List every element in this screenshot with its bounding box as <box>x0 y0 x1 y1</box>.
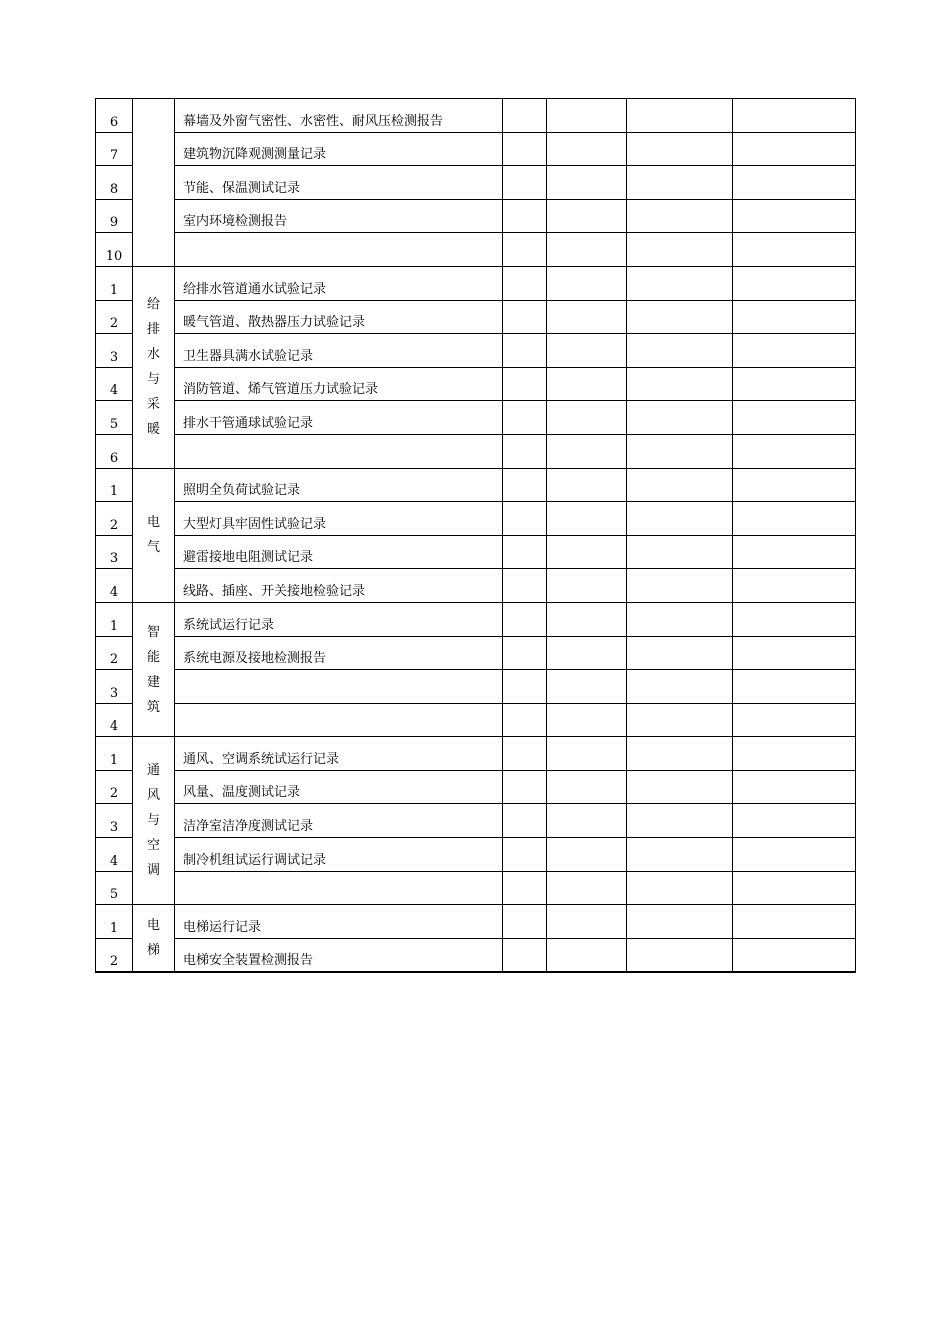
table-row <box>96 300 856 334</box>
row-number: 2 <box>96 502 133 536</box>
blank-cell <box>547 670 627 704</box>
blank-cell <box>733 199 856 233</box>
table-row <box>96 401 856 435</box>
record-item-name: 给排水管道通水试验记录 <box>175 266 503 300</box>
row-number: 6 <box>96 434 133 468</box>
row-number: 4 <box>96 367 133 401</box>
record-item-name <box>175 670 503 704</box>
blank-cell <box>627 871 733 905</box>
blank-cell <box>547 569 627 603</box>
blank-cell <box>547 770 627 804</box>
blank-cell <box>733 334 856 368</box>
record-item-name: 大型灯具牢固性试验记录 <box>175 502 503 536</box>
blank-cell <box>547 367 627 401</box>
table-row <box>96 838 856 872</box>
blank-cell <box>733 300 856 334</box>
blank-cell <box>733 871 856 905</box>
blank-cell <box>627 636 733 670</box>
record-item-name: 幕墙及外窗气密性、水密性、耐风压检测报告 <box>175 99 503 133</box>
blank-cell <box>733 468 856 502</box>
table-row <box>96 535 856 569</box>
category-label: 电梯 <box>146 918 160 959</box>
blank-cell <box>627 838 733 872</box>
category-label: 电气 <box>146 515 160 556</box>
category-cell <box>133 905 175 973</box>
blank-cell <box>627 670 733 704</box>
record-item-name: 建筑物沉降观测测量记录 <box>175 132 503 166</box>
blank-cell <box>503 838 547 872</box>
blank-cell <box>627 535 733 569</box>
row-number: 4 <box>96 569 133 603</box>
record-item-name: 室内环境检测报告 <box>175 199 503 233</box>
blank-cell <box>503 99 547 133</box>
row-number: 1 <box>96 266 133 300</box>
table-row <box>96 905 856 939</box>
blank-cell <box>547 737 627 771</box>
blank-cell <box>627 804 733 838</box>
table-row <box>96 737 856 771</box>
blank-cell <box>547 502 627 536</box>
blank-cell <box>627 266 733 300</box>
row-number: 8 <box>96 166 133 200</box>
blank-cell <box>733 703 856 737</box>
row-number: 1 <box>96 737 133 771</box>
blank-cell <box>547 938 627 972</box>
blank-cell <box>547 266 627 300</box>
table-row <box>96 132 856 166</box>
blank-cell <box>733 434 856 468</box>
table-row <box>96 502 856 536</box>
record-item-name: 消防管道、烯气管道压力试验记录 <box>175 367 503 401</box>
row-number: 2 <box>96 300 133 334</box>
record-item-name: 节能、保温测试记录 <box>175 166 503 200</box>
blank-cell <box>503 502 547 536</box>
row-number: 5 <box>96 871 133 905</box>
blank-cell <box>627 199 733 233</box>
blank-cell <box>547 703 627 737</box>
blank-cell <box>547 602 627 636</box>
blank-cell <box>627 770 733 804</box>
blank-cell <box>503 535 547 569</box>
blank-cell <box>503 636 547 670</box>
blank-cell <box>627 132 733 166</box>
record-item-name: 避雷接地电阻测试记录 <box>175 535 503 569</box>
table-row <box>96 804 856 838</box>
blank-cell <box>547 535 627 569</box>
blank-cell <box>733 502 856 536</box>
record-item-name <box>175 434 503 468</box>
blank-cell <box>733 233 856 267</box>
blank-cell <box>547 199 627 233</box>
blank-cell <box>547 636 627 670</box>
record-item-name: 电梯运行记录 <box>175 905 503 939</box>
record-item-name <box>175 233 503 267</box>
record-item-name: 系统试运行记录 <box>175 602 503 636</box>
table-row <box>96 636 856 670</box>
blank-cell <box>733 938 856 972</box>
row-number: 4 <box>96 703 133 737</box>
blank-cell <box>627 99 733 133</box>
blank-cell <box>733 905 856 939</box>
record-item-name: 风量、温度测试记录 <box>175 770 503 804</box>
blank-cell <box>733 737 856 771</box>
blank-cell <box>627 468 733 502</box>
blank-cell <box>503 434 547 468</box>
record-item-name: 通风、空调系统试运行记录 <box>175 737 503 771</box>
row-number: 2 <box>96 636 133 670</box>
blank-cell <box>733 804 856 838</box>
blank-cell <box>627 737 733 771</box>
row-number: 9 <box>96 199 133 233</box>
blank-cell <box>503 770 547 804</box>
blank-cell <box>733 636 856 670</box>
record-item-name: 卫生器具满水试验记录 <box>175 334 503 368</box>
record-item-name: 制冷机组试运行调试记录 <box>175 838 503 872</box>
blank-cell <box>627 166 733 200</box>
blank-cell <box>503 367 547 401</box>
table-row <box>96 367 856 401</box>
blank-cell <box>547 99 627 133</box>
blank-cell <box>733 838 856 872</box>
blank-cell <box>627 434 733 468</box>
blank-cell <box>547 804 627 838</box>
category-cell <box>133 737 175 905</box>
row-number: 2 <box>96 938 133 972</box>
blank-cell <box>503 703 547 737</box>
record-item-name <box>175 871 503 905</box>
table-row <box>96 770 856 804</box>
record-item-name: 暖气管道、散热器压力试验记录 <box>175 300 503 334</box>
blank-cell <box>627 569 733 603</box>
row-number: 5 <box>96 401 133 435</box>
blank-cell <box>503 670 547 704</box>
table-row <box>96 434 856 468</box>
blank-cell <box>627 703 733 737</box>
inspection-records-table <box>95 98 856 973</box>
table-row <box>96 602 856 636</box>
blank-cell <box>733 166 856 200</box>
record-item-name: 照明全负荷试验记录 <box>175 468 503 502</box>
table-row <box>96 166 856 200</box>
blank-cell <box>547 233 627 267</box>
blank-cell <box>733 401 856 435</box>
blank-cell <box>547 905 627 939</box>
row-number: 10 <box>96 233 133 267</box>
table-row <box>96 199 856 233</box>
blank-cell <box>627 334 733 368</box>
blank-cell <box>547 166 627 200</box>
blank-cell <box>733 569 856 603</box>
record-item-name: 排水干管通球试验记录 <box>175 401 503 435</box>
category-cell <box>133 266 175 468</box>
row-number: 1 <box>96 468 133 502</box>
table-row <box>96 266 856 300</box>
row-number: 3 <box>96 670 133 704</box>
blank-cell <box>627 938 733 972</box>
table-row <box>96 99 856 133</box>
blank-cell <box>503 569 547 603</box>
row-number: 6 <box>96 99 133 133</box>
blank-cell <box>627 401 733 435</box>
record-item-name: 洁净室洁净度测试记录 <box>175 804 503 838</box>
blank-cell <box>627 905 733 939</box>
blank-cell <box>503 166 547 200</box>
blank-cell <box>503 199 547 233</box>
blank-cell <box>547 334 627 368</box>
blank-cell <box>503 737 547 771</box>
table-row <box>96 670 856 704</box>
record-item-name <box>175 703 503 737</box>
blank-cell <box>733 602 856 636</box>
blank-cell <box>503 334 547 368</box>
blank-cell <box>547 434 627 468</box>
blank-cell <box>547 838 627 872</box>
blank-cell <box>503 905 547 939</box>
table-row <box>96 334 856 368</box>
table-row <box>96 703 856 737</box>
record-item-name: 系统电源及接地检测报告 <box>175 636 503 670</box>
category-cell <box>133 602 175 736</box>
blank-cell <box>503 938 547 972</box>
record-item-name: 线路、插座、开关接地检验记录 <box>175 569 503 603</box>
blank-cell <box>503 401 547 435</box>
row-number: 2 <box>96 770 133 804</box>
category-cell <box>133 468 175 602</box>
row-number: 3 <box>96 334 133 368</box>
blank-cell <box>547 300 627 334</box>
blank-cell <box>503 871 547 905</box>
row-number: 3 <box>96 804 133 838</box>
record-item-name: 电梯安全装置检测报告 <box>175 938 503 972</box>
blank-cell <box>627 233 733 267</box>
table-row <box>96 233 856 267</box>
table-row <box>96 871 856 905</box>
blank-cell <box>547 132 627 166</box>
blank-cell <box>503 266 547 300</box>
blank-cell <box>547 401 627 435</box>
row-number: 7 <box>96 132 133 166</box>
category-label: 给排水与采暖 <box>146 297 160 438</box>
blank-cell <box>627 502 733 536</box>
category-cell <box>133 99 175 267</box>
category-label: 通风与空调 <box>146 763 160 879</box>
blank-cell <box>733 367 856 401</box>
blank-cell <box>503 233 547 267</box>
blank-cell <box>547 468 627 502</box>
table-row <box>96 468 856 502</box>
blank-cell <box>733 132 856 166</box>
blank-cell <box>733 535 856 569</box>
row-number: 3 <box>96 535 133 569</box>
table-body <box>96 99 856 973</box>
blank-cell <box>627 300 733 334</box>
blank-cell <box>733 770 856 804</box>
blank-cell <box>627 602 733 636</box>
category-label: 智能建筑 <box>146 624 160 715</box>
blank-cell <box>627 367 733 401</box>
blank-cell <box>733 266 856 300</box>
table-row <box>96 938 856 972</box>
row-number: 4 <box>96 838 133 872</box>
blank-cell <box>503 468 547 502</box>
row-number: 1 <box>96 905 133 939</box>
blank-cell <box>503 804 547 838</box>
blank-cell <box>503 602 547 636</box>
blank-cell <box>547 871 627 905</box>
row-number: 1 <box>96 602 133 636</box>
blank-cell <box>733 99 856 133</box>
table-row <box>96 569 856 603</box>
blank-cell <box>733 670 856 704</box>
blank-cell <box>503 300 547 334</box>
blank-cell <box>503 132 547 166</box>
